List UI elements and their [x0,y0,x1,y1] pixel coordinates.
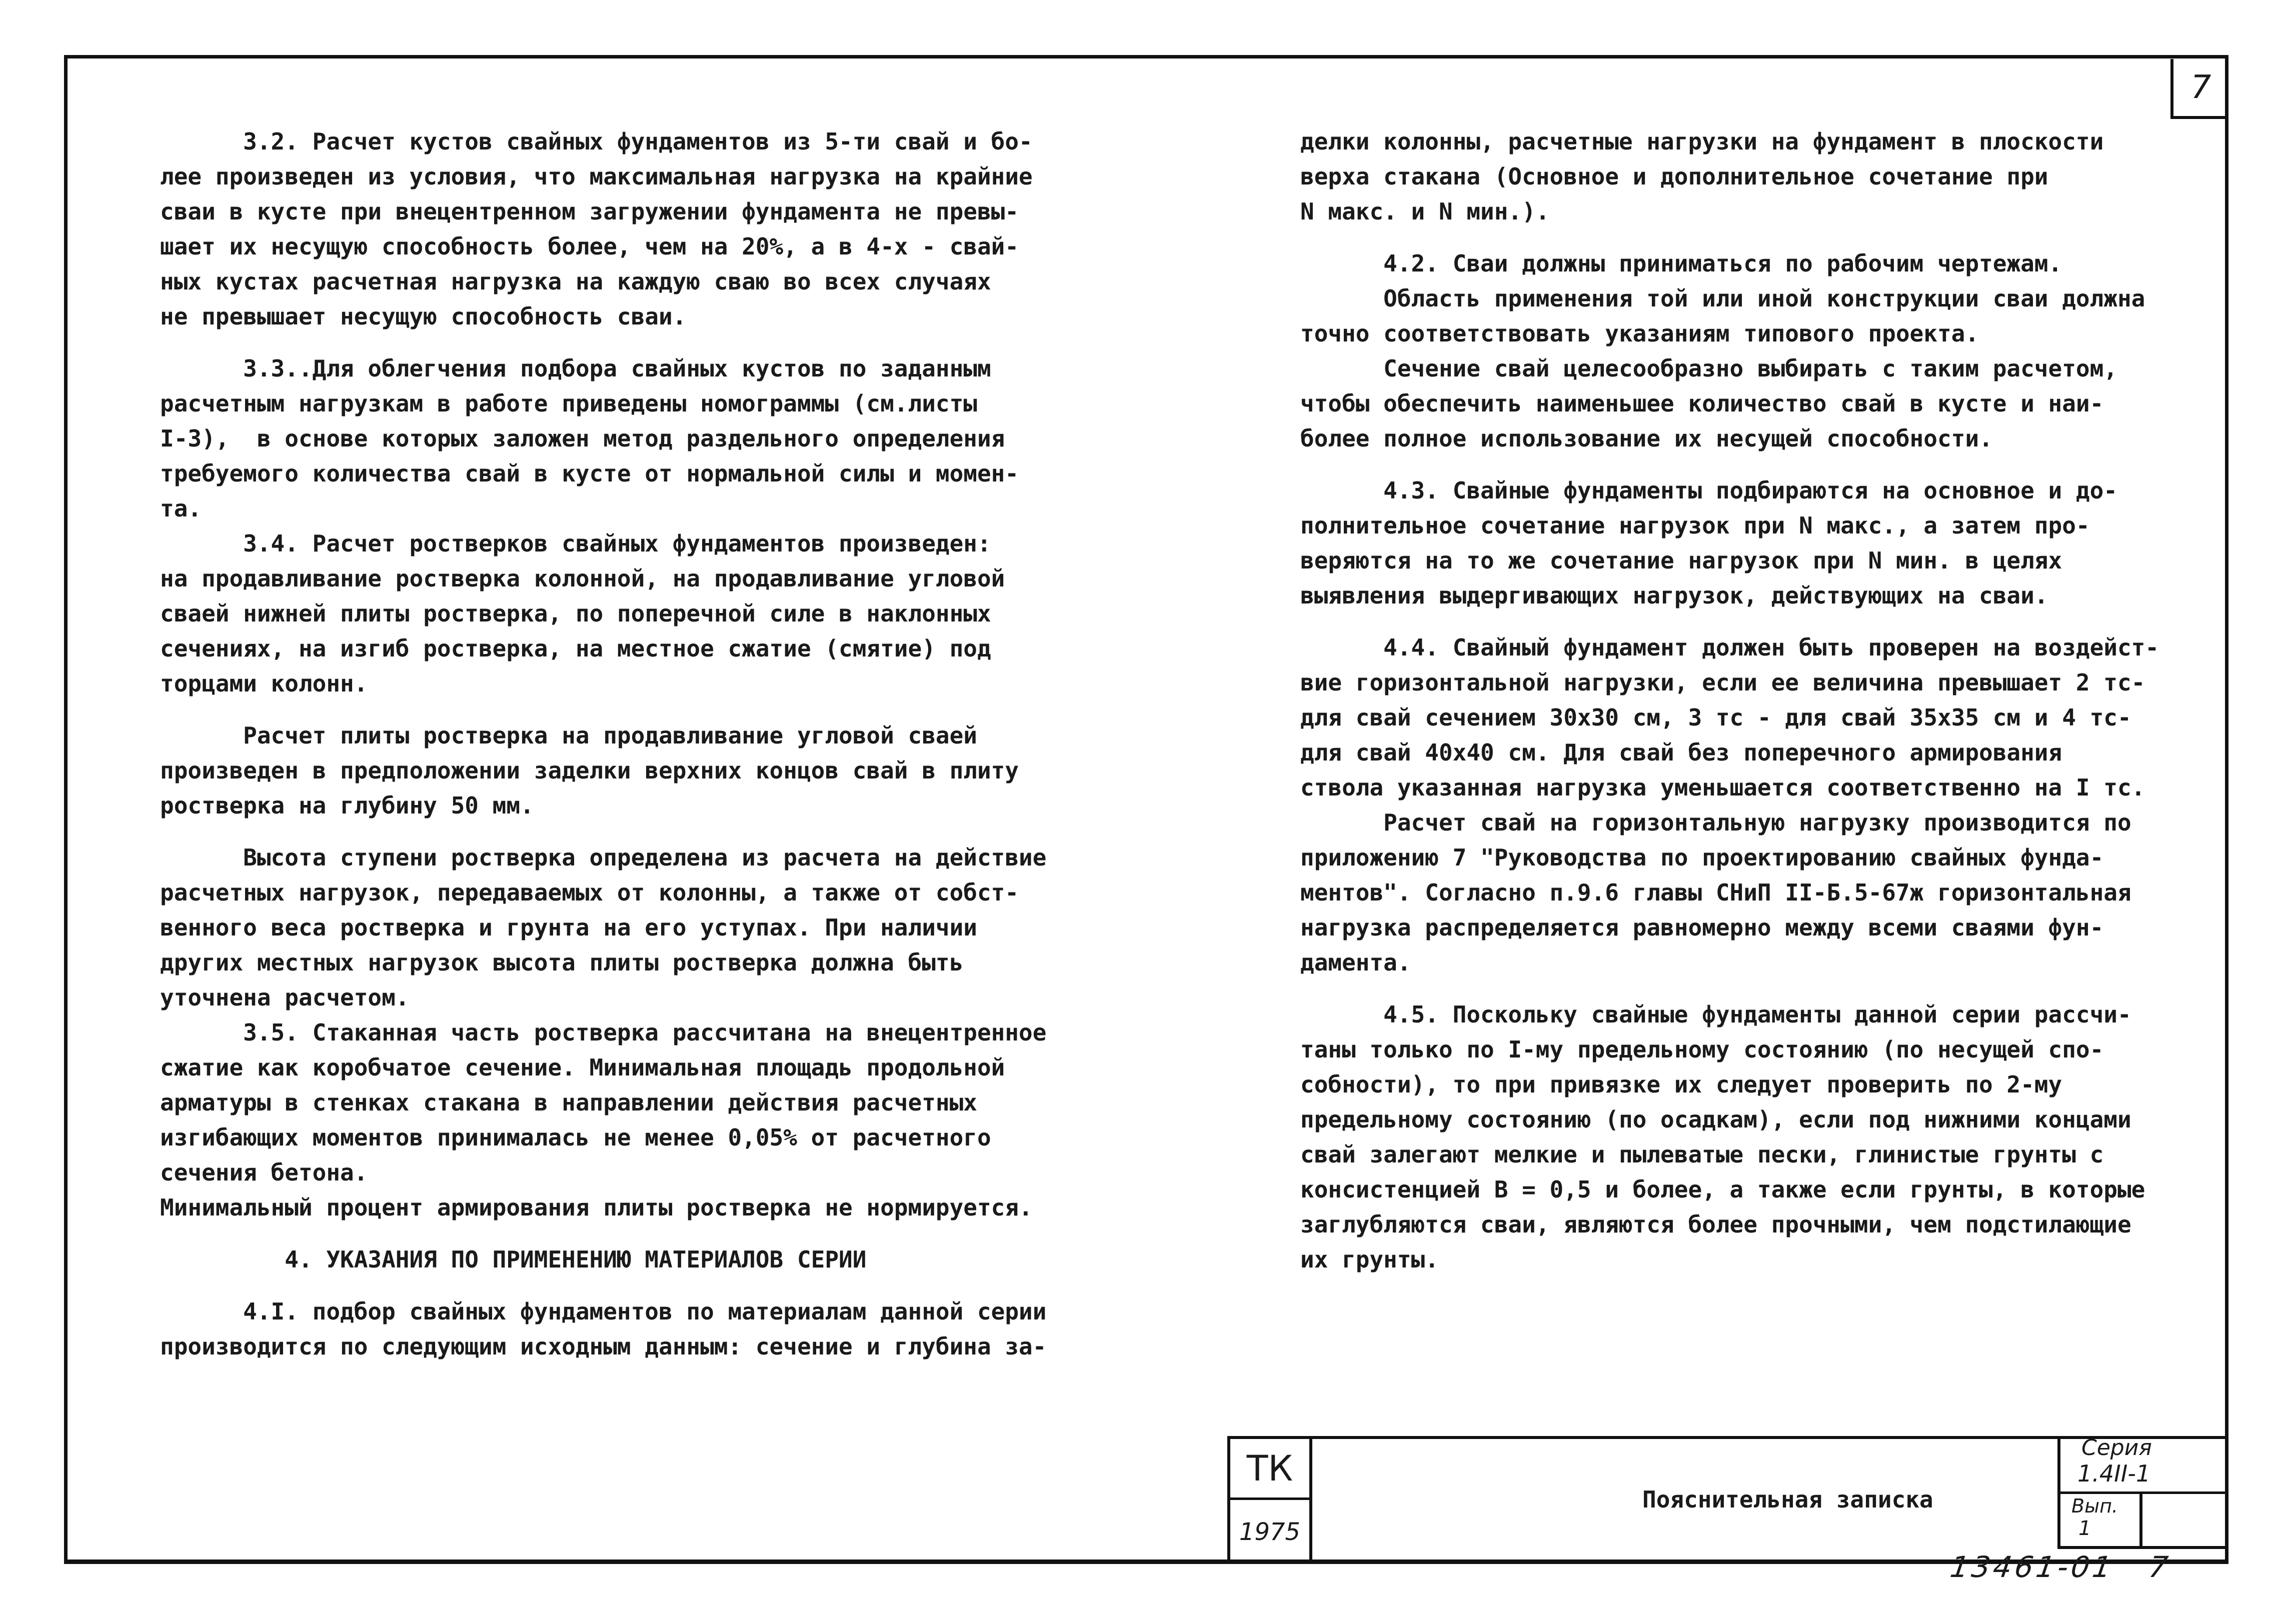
text-line: арматуры в стенках стакана в направлении действия расчетных [160,1089,977,1116]
text-line: 4. УКАЗАНИЯ ПО ПРИМЕНЕНИЮ МАТЕРИАЛОВ СЕРИИ [160,1246,867,1273]
text-line: консистенцией В = 0,5 и более, а также если грунты, в которые [1300,1176,2145,1203]
text-line: собности), то при привязке их следует проверить по 2-му [1300,1071,2062,1098]
archive-code: 13461-01 [1948,1550,2117,1584]
text-line: 4.5. Поскольку свайные фундаменты данной серии рассчи- [1300,1001,2131,1028]
text-line: не превышает несущую способность сваи. [160,303,687,330]
text-line: сжатие как коробчатое сечение. Минимальная площадь продольной [160,1054,1005,1081]
text-line: ствола указанная нагрузка уменьшается соответственно на I тс. [1300,774,2145,801]
page-number: 7 [2170,59,2228,119]
text-line: выявления выдергивающих нагрузок, действующих на сваи. [1300,582,2048,609]
stamp-series-label: Серия [2081,1435,2152,1460]
text-line: требуемого количества свай в кусте от нормальной силы и момен- [160,460,1019,487]
text-line: 3.2. Расчет кустов свайных фундаментов из 5-ти свай и бо- [160,128,1033,155]
text-line: Высота ступени ростверка определена из расчета на действие [160,844,1047,871]
text-line: I-3), в основе которых заложен метод раздельного определения [160,425,1005,452]
text-line: их грунты. [1300,1246,1439,1273]
text-line: 3.3..Для облегчения подбора свайных кустов по заданным [160,355,991,382]
text-line: веряются на то же сочетание нагрузок при N мин. в целях [1300,547,2062,574]
text-line: на продавливание ростверка колонной, на продавливание угловой [160,565,1005,592]
text-line: заглубляются сваи, являются более прочными, чем подстилающие [1300,1211,2131,1238]
text-line: полнительное сочетание нагрузок при N макс., а затем про- [1300,512,2090,539]
text-line: расчетных нагрузок, передаваемых от колонны, а также от собст- [160,879,1019,906]
text-line: произведен в предположении заделки верхних концов свай в плиту [160,757,1019,784]
text-line: 4.3. Свайные фундаменты подбираются на основное и до- [1300,477,2117,504]
text-line: сваи в кусте при внецентренном загружении фундамента не превы- [160,198,1019,225]
text-line: 3.5. Стаканная часть ростверка рассчитана на внецентренное [160,1019,1047,1046]
text-line: шает их несущую способность более, чем на 20%, а в 4-х - свай- [160,233,1019,260]
paragraph-gap [160,1277,1110,1294]
paragraph-gap [160,334,1110,351]
stamp-year: 1975 [1230,1500,1312,1564]
text-line: венного веса ростверка и грунта на его уступах. При наличии [160,914,977,941]
text-line: изгибающих моментов принималась не менее 0,05% от расчетного [160,1124,991,1151]
paragraph-gap [1300,229,2230,246]
text-line: ментов". Согласно п.9.6 главы СНиП II-Б.5-67ж горизонтальная [1300,879,2131,906]
text-line: производится по следующим исходным данным: сечение и глубина за- [160,1333,1047,1360]
text-line: торцами колонн. [160,670,368,697]
stamp-empty-cell [2142,1494,2228,1549]
text-line: ростверка на глубину 50 мм. [160,792,534,819]
text-line: лее произведен из условия, что максимальная нагрузка на крайние [160,163,1033,190]
paragraph-gap [160,701,1110,718]
text-line: 4.2. Сваи должны приниматься по рабочим чертежам. [1300,250,2062,277]
stamp-org: ТК [1230,1439,1312,1500]
text-line: чтобы обеспечить наименьшее количество свай в кусте и наи- [1300,390,2104,417]
text-line: Сечение свай целесообразно выбирать с таким расчетом, [1300,355,2117,382]
paragraph-gap [1300,613,2230,630]
text-line: более полное использование их несущей способности. [1300,425,1993,452]
left-text-column [160,124,1110,1364]
text-line: расчетным нагрузкам в работе приведены номограммы (см.листы [160,390,977,417]
stamp-issue-cell [2057,1494,2142,1549]
text-line: уточнена расчетом. [160,984,410,1011]
stamp-title: Пояснительная записка [1642,1486,1933,1513]
text-line: Область применения той или иной конструкции сваи должна [1300,285,2145,312]
text-line: 4.4. Свайный фундамент должен быть проверен на воздейст- [1300,634,2159,661]
stamp-series-value: 1.4II-1 [2077,1460,2151,1487]
text-line: для свай 40х40 см. Для свай без поперечного армирования [1300,739,2062,766]
text-line: Расчет плиты ростверка на продавливание угловой сваей [160,722,977,749]
text-line: та. [160,495,202,522]
text-line: точно соответствовать указаниям типового проекта. [1300,320,1979,347]
paragraph-gap [160,823,1110,840]
text-line: вие горизонтальной нагрузки, если ее величина превышает 2 тс- [1300,669,2145,696]
title-block [1227,1436,2228,1564]
text-line: нагрузка распределяется равномерно между всеми сваями фун- [1300,914,2104,941]
text-line: N макс. и N мин.). [1300,198,1550,225]
text-line: приложению 7 "Руководства по проектированию свайных фунда- [1300,844,2104,871]
text-line: ных кустах расчетная нагрузка на каждую сваю во всех случаях [160,268,991,295]
text-line: 3.4. Расчет ростверков свайных фундаментов произведен: [160,530,991,557]
text-line: для свай сечением 30х30 см, 3 тс - для свай 35х35 см и 4 тс- [1300,704,2131,731]
stamp-series-cell [2057,1435,2228,1494]
text-line: верха стакана (Основное и дополнительное сочетание при [1300,163,2048,190]
text-line: 4.I. подбор свайных фундаментов по материалам данной серии [160,1298,1047,1325]
archive-page: 7 [2146,1550,2173,1584]
text-line: Минимальный процент армирования плиты ростверка не нормируется. [160,1194,1033,1221]
text-line: таны только по I-му предельному состоянию (по несущей спо- [1300,1036,2104,1063]
text-line: сечения бетона. [160,1159,368,1186]
paragraph-gap [160,1225,1110,1242]
text-line: дамента. [1300,949,1411,976]
paragraph-gap [1300,980,2230,997]
archive-number [1948,1550,2173,1584]
text-line: Расчет свай на горизонтальную нагрузку производится по [1300,809,2131,836]
text-line: других местных нагрузок высота плиты ростверка должна быть [160,949,964,976]
text-line: свай залегают мелкие и пылеватые пески, глинистые грунты с [1300,1141,2104,1168]
text-line: предельному состоянию (по осадкам), если под нижними концами [1300,1106,2131,1133]
stamp-issue-label: Вып. [2071,1495,2118,1517]
text-line: сечениях, на изгиб ростверка, на местное сжатие (смятие) под [160,635,991,662]
paragraph-gap [1300,456,2230,473]
right-text-column [1300,124,2230,1277]
stamp-issue-value: 1 [2078,1517,2091,1540]
text-line: сваей нижней плиты ростверка, по поперечной силе в наклонных [160,600,991,627]
text-line: делки колонны, расчетные нагрузки на фундамент в плоскости [1300,128,2104,155]
